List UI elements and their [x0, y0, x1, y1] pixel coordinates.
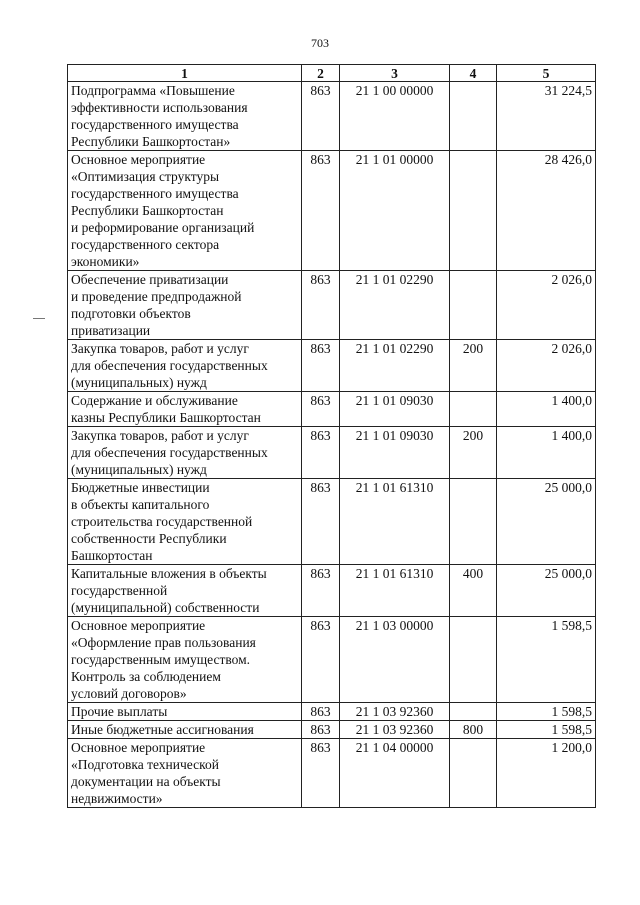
- page-number: 703: [311, 36, 329, 50]
- table-row: [68, 340, 596, 392]
- row-target-code: 21 1 03 92360: [340, 703, 450, 721]
- row-expense-type: [450, 151, 497, 271]
- row-target-code: 21 1 04 00000: [340, 739, 450, 808]
- row-admin-code: 863: [302, 739, 340, 808]
- row-expense-type: [450, 392, 497, 427]
- header-col-4: 4: [450, 65, 497, 82]
- table-row: [68, 82, 596, 151]
- row-amount: 1 598,5: [497, 721, 596, 739]
- row-amount: 1 598,5: [497, 703, 596, 721]
- row-expense-type: [450, 271, 497, 340]
- row-name: Закупка товаров, работ и услуг для обеспечения государственных (муниципальных) нужд: [68, 340, 302, 392]
- row-admin-code: 863: [302, 340, 340, 392]
- row-expense-type: [450, 739, 497, 808]
- row-admin-code: 863: [302, 721, 340, 739]
- row-target-code: 21 1 01 02290: [340, 271, 450, 340]
- header-col-3: 3: [340, 65, 450, 82]
- row-name: Закупка товаров, работ и услуг для обеспечения государственных (муниципальных) нужд: [68, 427, 302, 479]
- row-name: Содержание и обслуживание казны Республики Башкортостан: [68, 392, 302, 427]
- row-amount: 28 426,0: [497, 151, 596, 271]
- row-admin-code: 863: [302, 479, 340, 565]
- row-target-code: 21 1 01 09030: [340, 392, 450, 427]
- row-expense-type: [450, 479, 497, 565]
- row-expense-type: 200: [450, 340, 497, 392]
- row-name: Подпрограмма «Повышение эффективности использования государственного имущества Республики Башкортостан»: [68, 82, 302, 151]
- row-amount: 1 400,0: [497, 392, 596, 427]
- row-name: Бюджетные инвестиции в объекты капитального строительства государственной собственности Республики Башкортостан: [68, 479, 302, 565]
- row-target-code: 21 1 01 61310: [340, 565, 450, 617]
- row-amount: 1 598,5: [497, 617, 596, 703]
- row-expense-type: 400: [450, 565, 497, 617]
- table-row: [68, 151, 596, 271]
- row-target-code: 21 1 01 09030: [340, 427, 450, 479]
- table-row: [68, 721, 596, 739]
- row-admin-code: 863: [302, 565, 340, 617]
- table-row: [68, 479, 596, 565]
- budget-table: [67, 64, 596, 808]
- row-amount: 31 224,5: [497, 82, 596, 151]
- margin-mark: [33, 318, 45, 319]
- row-amount: 25 000,0: [497, 479, 596, 565]
- table-row: [68, 271, 596, 340]
- row-expense-type: [450, 617, 497, 703]
- row-admin-code: 863: [302, 82, 340, 151]
- row-name: Основное мероприятие «Оформление прав пользования государственным имуществом. Контроль за соблюдением условий договоров»: [68, 617, 302, 703]
- table-row: [68, 427, 596, 479]
- row-target-code: 21 1 03 92360: [340, 721, 450, 739]
- table-row: [68, 392, 596, 427]
- row-name: Прочие выплаты: [68, 703, 302, 721]
- row-target-code: 21 1 01 00000: [340, 151, 450, 271]
- row-name: Капитальные вложения в объекты государственной (муниципальной) собственности: [68, 565, 302, 617]
- row-target-code: 21 1 00 00000: [340, 82, 450, 151]
- header-col-5: 5: [497, 65, 596, 82]
- row-amount: 2 026,0: [497, 340, 596, 392]
- row-target-code: 21 1 01 02290: [340, 340, 450, 392]
- table-row: [68, 703, 596, 721]
- table-row: [68, 739, 596, 808]
- row-amount: 2 026,0: [497, 271, 596, 340]
- row-admin-code: 863: [302, 392, 340, 427]
- row-amount: 1 200,0: [497, 739, 596, 808]
- row-expense-type: 200: [450, 427, 497, 479]
- row-name: Основное мероприятие «Оптимизация структуры государственного имущества Республики Башкортостан и реформирование организаций государственного сектора экономики»: [68, 151, 302, 271]
- row-expense-type: [450, 703, 497, 721]
- row-name: Иные бюджетные ассигнования: [68, 721, 302, 739]
- table-row: [68, 617, 596, 703]
- row-target-code: 21 1 01 61310: [340, 479, 450, 565]
- row-expense-type: 800: [450, 721, 497, 739]
- row-name: Обеспечение приватизации и проведение предпродажной подготовки объектов приватизации: [68, 271, 302, 340]
- row-admin-code: 863: [302, 271, 340, 340]
- row-admin-code: 863: [302, 151, 340, 271]
- row-amount: 25 000,0: [497, 565, 596, 617]
- row-admin-code: 863: [302, 617, 340, 703]
- row-admin-code: 863: [302, 427, 340, 479]
- row-amount: 1 400,0: [497, 427, 596, 479]
- row-admin-code: 863: [302, 703, 340, 721]
- row-expense-type: [450, 82, 497, 151]
- table-row: [68, 565, 596, 617]
- row-target-code: 21 1 03 00000: [340, 617, 450, 703]
- row-name: Основное мероприятие «Подготовка технической документации на объекты недвижимости»: [68, 739, 302, 808]
- header-col-2: 2: [302, 65, 340, 82]
- header-row: [68, 65, 596, 82]
- header-col-1: 1: [68, 65, 302, 82]
